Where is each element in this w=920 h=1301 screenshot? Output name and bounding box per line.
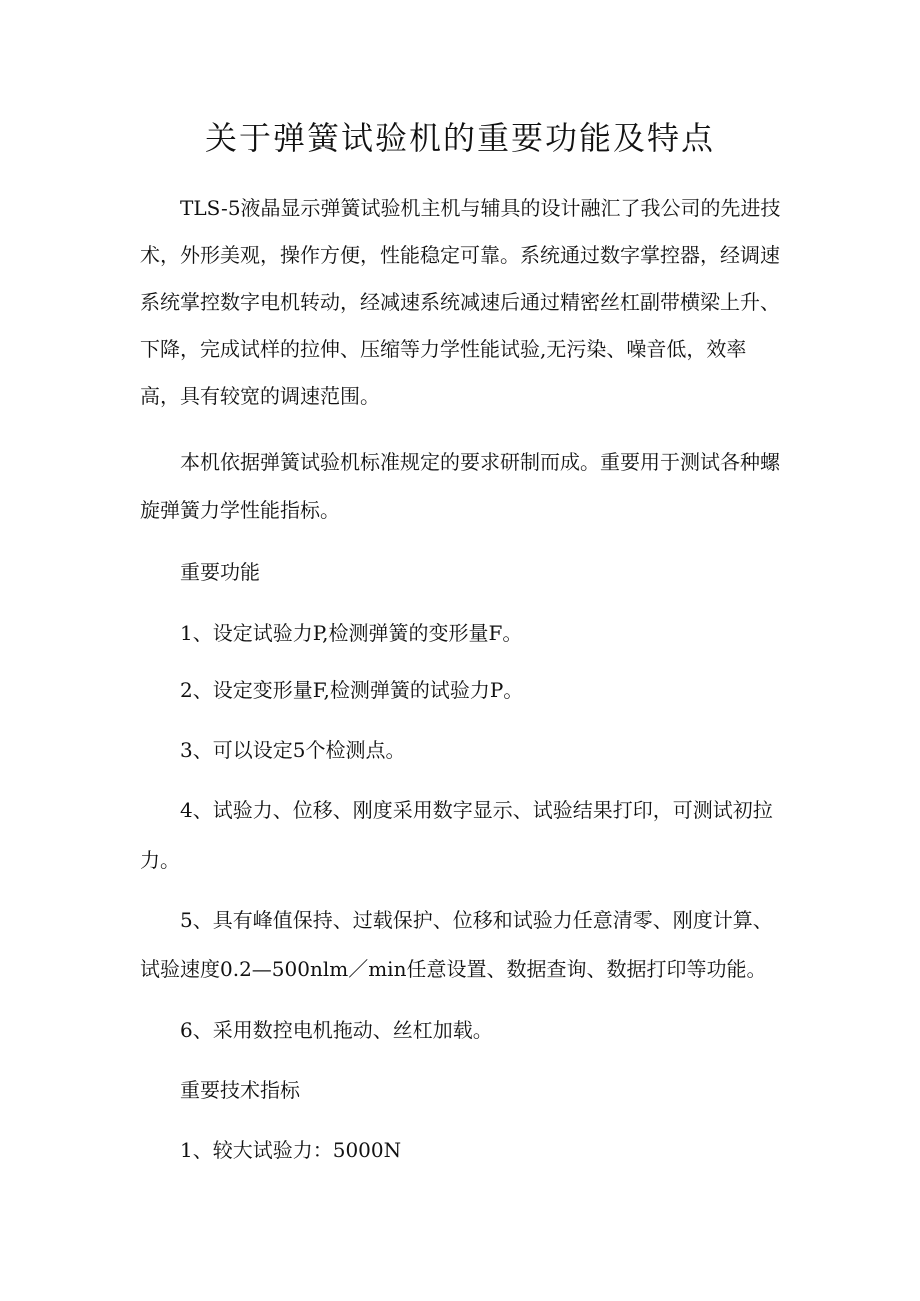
function-item-4-continued: 力。 (140, 848, 180, 872)
purpose-paragraph-line: 本机依据弹簧试验机标准规定的要求研制而成。重要用于测试各种螺 (180, 450, 780, 474)
document-title: 关于弹簧试验机的重要功能及特点 (204, 119, 715, 157)
intro-paragraph-line: TLS-5液晶显示弹簧试验机主机与辅具的设计融汇了我公司的先进技 (180, 196, 781, 220)
intro-paragraph-line: 系统掌控数字电机转动，经减速系统减速后通过精密丝杠副带横梁上升、 (140, 290, 780, 314)
spec-item-1: 1、较大试验力：5000N (180, 1138, 402, 1162)
section-heading-specs: 重要技术指标 (180, 1078, 300, 1102)
intro-paragraph-line: 术，外形美观，操作方便，性能稳定可靠。系统通过数字掌控器，经调速 (140, 243, 780, 267)
function-item-4: 4、试验力、位移、刚度采用数字显示、试验结果打印，可测试初拉 (180, 798, 773, 822)
function-item-5: 5、具有峰值保持、过载保护、位移和试验力任意清零、刚度计算、 (180, 908, 773, 932)
intro-paragraph-line: 下降，完成试样的拉伸、压缩等力学性能试验,无污染、噪音低，效率 (140, 337, 747, 361)
function-item-3: 3、可以设定5个检测点。 (180, 738, 406, 762)
section-heading-functions: 重要功能 (180, 560, 260, 584)
function-item-5-continued: 试验速度0.2—500nlm／min任意设置、数据查询、数据打印等功能。 (140, 957, 767, 981)
function-item-6: 6、采用数控电机拖动、丝杠加载。 (180, 1018, 493, 1042)
function-item-2: 2、设定变形量F,检测弹簧的试验力P。 (180, 678, 524, 702)
purpose-paragraph-line: 旋弹簧力学性能指标。 (140, 498, 340, 522)
intro-paragraph-line: 高，具有较宽的调速范围。 (140, 384, 380, 408)
function-item-1: 1、设定试验力P,检测弹簧的变形量F。 (180, 621, 523, 645)
